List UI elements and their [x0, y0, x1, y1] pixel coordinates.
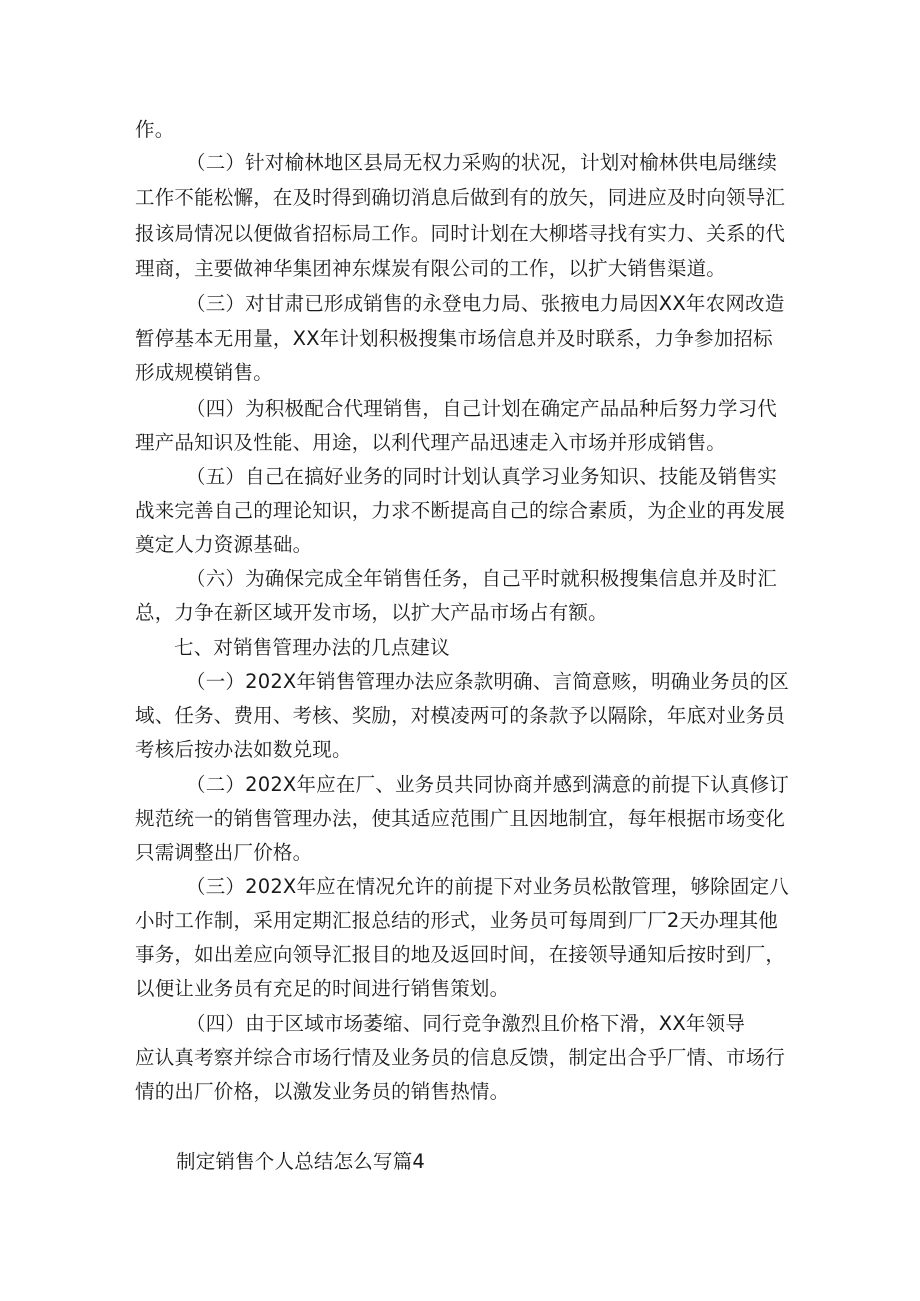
paragraph-line: 规范统一的销售管理办法，使其适应范围广且因地制宜，每年根据市场变化: [135, 807, 786, 830]
paragraph-line: （三）202X年应在情况允许的前提下对业务员松散管理，够除固定八: [186, 875, 789, 898]
paragraph-line: （六）为确保完成全年销售任务，自己平时就积极搜集信息并及时汇: [186, 567, 778, 590]
section-title: 制定销售个人总结怎么写篇4: [176, 1150, 426, 1173]
paragraph-line: （四）为积极配合代理销售，自己计划在确定产品品种后努力学习代: [186, 397, 778, 420]
paragraph-line: 域、任务、费用、考核、奖励，对模凌两可的条款予以隔除，年底对业务员: [135, 704, 786, 727]
section-heading: 七、对销售管理办法的几点建议: [174, 636, 450, 659]
paragraph-line: 理商，主要做神华集团神东煤炭有限公司的工作，以扩大销售渠道。: [135, 257, 727, 280]
paragraph-line: 小时工作制，采用定期汇报总结的形式，业务员可每周到厂厂2天办理其他: [135, 909, 779, 932]
paragraph-line: （四）由于区域市场萎缩、同行竞争激烈且价格下滑，XX年领导: [186, 1012, 746, 1035]
paragraph-line: 只需调整出厂价格。: [135, 841, 313, 864]
paragraph-line: 报该局情况以便做省招标局工作。同时计划在大柳塔寻找有实力、关系的代: [135, 222, 786, 245]
paragraph-line: 形成规模销售。: [135, 361, 273, 384]
paragraph-line: 奠定人力资源基础。: [135, 533, 313, 556]
paragraph-line: 考核后按办法如数兑现。: [135, 738, 352, 761]
paragraph-line: 以便让业务员有充足的时间进行销售策划。: [135, 977, 510, 1000]
paragraph-line: 情的出厂价格，以激发业务员的销售热情。: [135, 1080, 510, 1103]
paragraph-line: 作。: [135, 118, 175, 141]
paragraph-line: 理产品知识及性能、用途，以利代理产品迅速走入市场并形成销售。: [135, 431, 727, 454]
paragraph-line: （一）202X年销售管理办法应条款明确、言简意赅，明确业务员的区: [186, 670, 789, 693]
paragraph-line: 应认真考察并综合市场行情及业务员的信息反馈，制定出合乎厂情、市场行: [135, 1046, 786, 1069]
paragraph-line: 战来完善自己的理论知识，力求不断提高自己的综合素质，为企业的再发展: [135, 499, 786, 522]
paragraph-line: （五）自己在搞好业务的同时计划认真学习业务知识、技能及销售实: [186, 465, 778, 488]
paragraph-line: （二）202X年应在厂、业务员共同协商并感到满意的前提下认真修订: [186, 773, 789, 796]
paragraph-line: （三）对甘肃已形成销售的永登电力局、张掖电力局因XX年农网改造: [186, 292, 785, 315]
paragraph-line: 工作不能松懈，在及时得到确切消息后做到有的放矢，同进应及时向领导汇: [135, 186, 786, 209]
paragraph-line: 暂停基本无用量，XX年计划积极搜集市场信息并及时联系，力争参加招标: [135, 327, 773, 350]
paragraph-line: 总，力争在新区域开发市场，以扩大产品市场占有额。: [135, 601, 608, 624]
paragraph-line: 事务，如出差应向领导汇报目的地及返回时间，在接领导通知后按时到厂，: [135, 943, 786, 966]
paragraph-line: （二）针对榆林地区县局无权力采购的状况，计划对榆林供电局继续: [186, 151, 778, 174]
